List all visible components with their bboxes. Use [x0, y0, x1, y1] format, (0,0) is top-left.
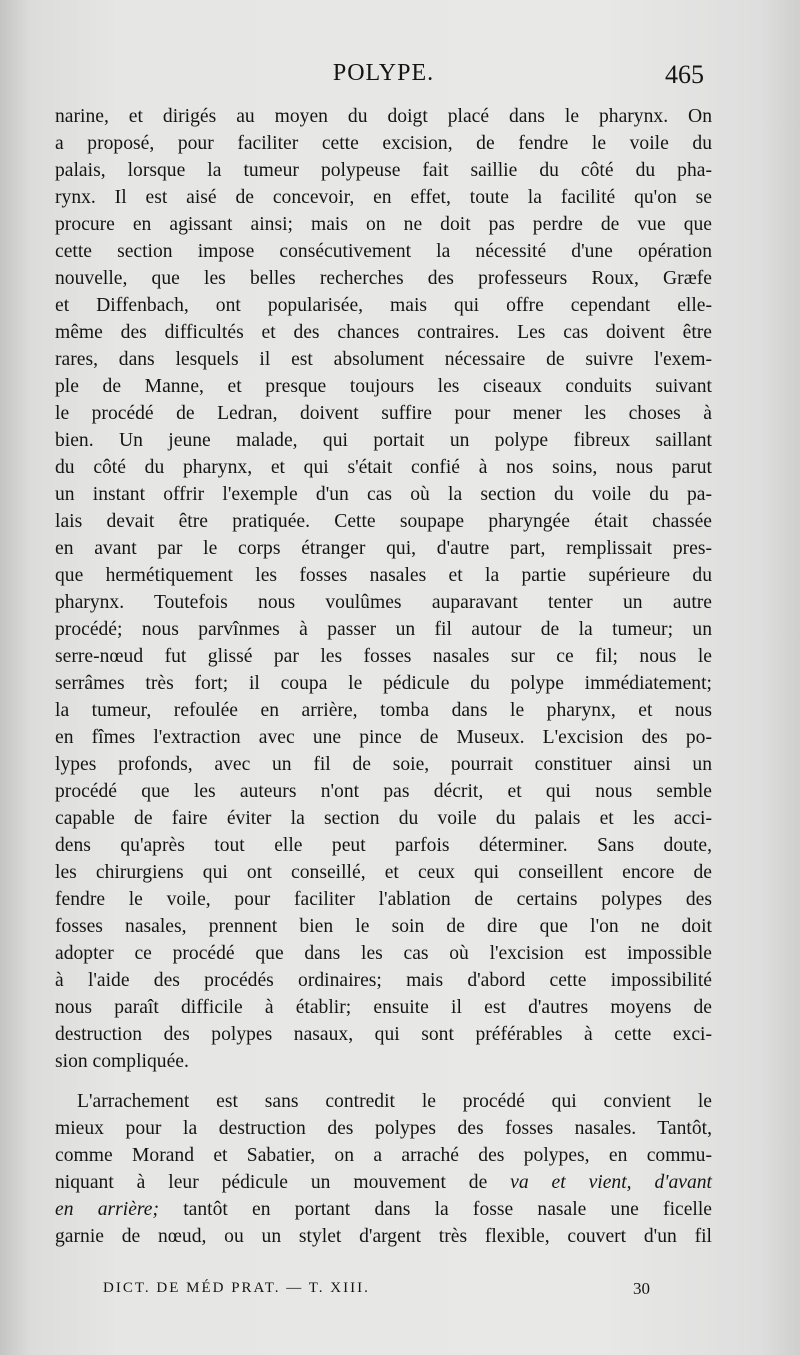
paragraph-2 [55, 1088, 712, 1250]
text-line: garnie de nœud, ou un stylet d'argent très flexible, couvert d'un fil [55, 1226, 712, 1247]
text-line: adopter ce procédé que dans les cas où l'excision est impossible [55, 943, 712, 964]
italic-phrase: va et vient, d'avant [510, 1172, 712, 1193]
text-line: nous paraît difficile à établir; ensuite il est d'autres moyens de [55, 997, 712, 1018]
text-line: destruction des polypes nasaux, qui sont préférables à cette exci- [55, 1024, 712, 1045]
text-line: fosses nasales, prennent bien le soin de dire que l'on ne doit [55, 916, 712, 937]
text-line: bien. Un jeune malade, qui portait un polype fibreux saillant [55, 430, 712, 451]
text-line [55, 1196, 712, 1223]
text-line: rynx. Il est aisé de concevoir, en effet, toute la facilité qu'on se [55, 187, 712, 208]
text-line: ple de Manne, et presque toujours les ciseaux conduits suivant [55, 376, 712, 397]
paragraph-1 [55, 103, 712, 1075]
text-line: sion compliquée. [55, 1051, 189, 1072]
italic-phrase: en arrière; [55, 1199, 160, 1220]
text-line: fendre le voile, pour faciliter l'ablation de certains polypes des [55, 889, 712, 910]
text-line: en avant par le corps étranger qui, d'autre part, remplissait pres- [55, 538, 712, 559]
text-line: mieux pour la destruction des polypes des fosses nasales. Tantôt, [55, 1118, 712, 1139]
text-line: un instant offrir l'exemple d'un cas où la section du voile du pa- [55, 484, 712, 505]
text-line [55, 1169, 712, 1196]
text-line: procédé; nous parvînmes à passer un fil autour de la tumeur; un [55, 619, 712, 640]
signature-number: 30 [633, 1279, 650, 1298]
paragraph-gap [55, 1075, 712, 1088]
text-line: du côté du pharynx, et qui s'était confié à nos soins, nous parut [55, 457, 712, 478]
text-line: a proposé, pour faciliter cette excision, de fendre le voile du [55, 133, 712, 154]
text-line: nouvelle, que les belles recherches des professeurs Roux, Græfe [55, 268, 712, 289]
text-line: narine, et dirigés au moyen du doigt placé dans le pharynx. On [55, 106, 712, 127]
text-line: pharynx. Toutefois nous voulûmes auparavant tenter un autre [55, 592, 712, 613]
signature-mark: DICT. DE MÉD PRAT. — T. XIII. [103, 1280, 370, 1296]
text-line: capable de faire éviter la section du voile du palais et les acci- [55, 808, 712, 829]
text-line: procure en agissant ainsi; mais on ne doit pas perdre de vue que [55, 214, 712, 235]
text-run: tantôt en portant dans la fosse nasale une ficelle [159, 1199, 713, 1220]
text-line: en fîmes l'extraction avec une pince de Museux. L'excision des po- [55, 727, 712, 748]
text-line: serre-nœud fut glissé par les fosses nasales sur ce fil; nous le [55, 646, 712, 667]
running-title: POLYPE. [332, 60, 435, 86]
text-line: palais, lorsque la tumeur polypeuse fait saillie du côté du pha- [55, 160, 712, 181]
text-line: lais devait être pratiquée. Cette soupape pharyngée était chassée [55, 511, 712, 532]
text-line: cette section impose consécutivement la nécessité d'une opération [55, 241, 712, 262]
page-header [55, 60, 712, 94]
text-line: lypes profonds, avec un fil de soie, pourrait constituer ainsi un [55, 754, 712, 775]
text-line: rares, dans lesquels il est absolument nécessaire de suivre l'exem- [55, 349, 712, 370]
page-body [55, 103, 712, 1250]
text-line: à l'aide des procédés ordinaires; mais d'abord cette impossibilité [55, 970, 712, 991]
text-line: même des difficultés et des chances contraires. Les cas doivent être [55, 322, 712, 343]
text-line: serrâmes très fort; il coupa le pédicule du polype immédiatement; [55, 673, 712, 694]
text-line: que hermétiquement les fosses nasales et la partie supérieure du [55, 565, 712, 586]
text-line: les chirurgiens qui ont conseillé, et ceux qui conseillent encore de [55, 862, 712, 883]
text-line: dens qu'après tout elle peut parfois déterminer. Sans doute, [55, 835, 712, 856]
text-line: la tumeur, refoulée en arrière, tomba dans le pharynx, et nous [55, 700, 712, 721]
page-number: 465 [665, 60, 704, 89]
text-line: L'arrachement est sans contredit le procédé qui convient le [77, 1091, 712, 1112]
text-line: et Diffenbach, ont popularisée, mais qui offre cependant elle- [55, 295, 712, 316]
text-line: procédé que les auteurs n'ont pas décrit, et qui nous semble [55, 781, 712, 802]
text-line: comme Morand et Sabatier, on a arraché des polypes, en commu- [55, 1145, 712, 1166]
text-run: niquant à leur pédicule un mouvement de [55, 1172, 511, 1193]
page-footer [55, 1280, 712, 1310]
text-line: le procédé de Ledran, doivent suffire pour mener les choses à [55, 403, 712, 424]
